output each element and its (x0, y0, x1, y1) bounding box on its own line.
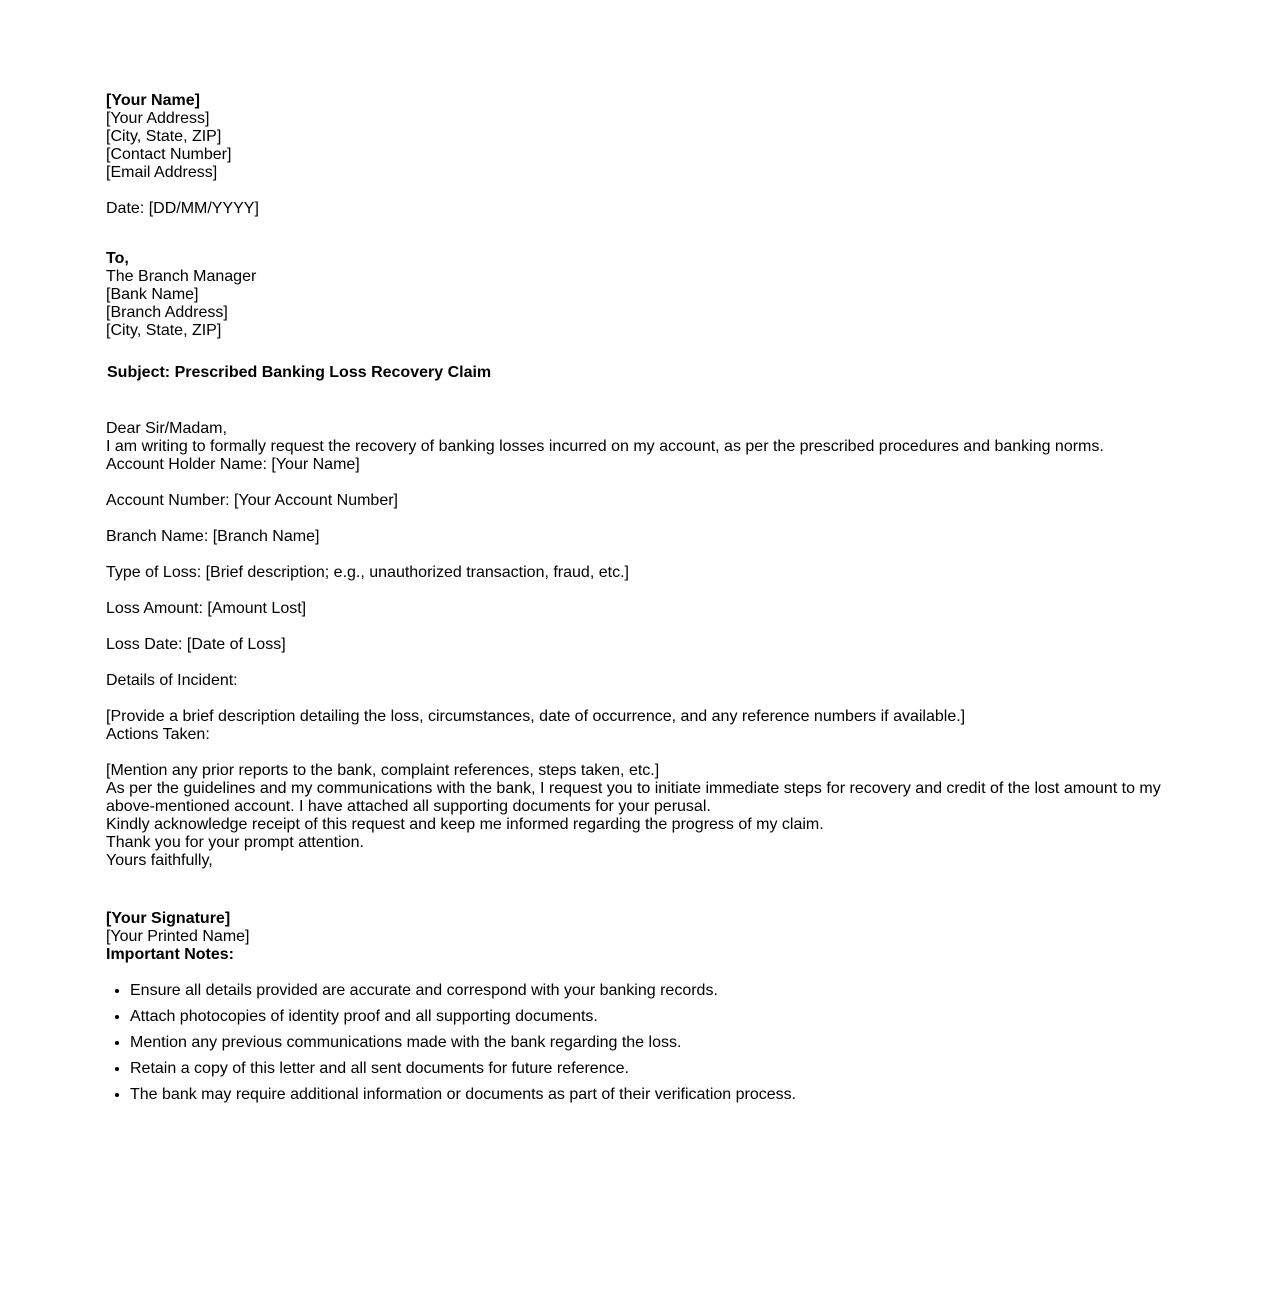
notes-section (106, 946, 1206, 1104)
details-text: [Provide a brief description detailing the loss, circumstances, date of occurrence, and any reference numbers if available.] (106, 708, 966, 725)
printed-name: [Your Printed Name] (106, 928, 250, 945)
sender-block (106, 92, 1206, 182)
note-item: • Retain a copy of this letter and all sent documents for future reference. (130, 1060, 1206, 1078)
signature: [Your Signature] (106, 910, 231, 927)
sender-name: [Your Name] (106, 92, 200, 109)
intro-paragraph: I am writing to formally request the recovery of banking losses incurred on my account, as per the prescribed procedures and banking norms. (106, 438, 1104, 455)
sender-address: [Your Address] (106, 110, 210, 127)
notes-list (106, 982, 1206, 1104)
note-item: • The bank may require additional information or documents as part of their verification process. (130, 1086, 1206, 1104)
actions-label: Actions Taken: (106, 726, 210, 743)
recipient-branch-address: [Branch Address] (106, 304, 228, 321)
request-paragraph: As per the guidelines and my communications with the bank, I request you to initiate immediate steps for recovery and credit of the lost amount to my above-mentioned account. I have attached all supporting documents for your perusal. (106, 780, 1161, 815)
loss-type: Type of Loss: [Brief description; e.g., unauthorized transaction, fraud, etc.] (106, 564, 629, 581)
signature-block (106, 910, 1206, 946)
recipient-block (106, 250, 1206, 340)
sender-contact: [Contact Number] (106, 146, 232, 163)
greeting: Dear Sir/Madam, (106, 420, 227, 437)
letter-subject: Subject: Prescribed Banking Loss Recovery Claim (107, 364, 492, 381)
account-holder-name: Account Holder Name: [Your Name] (106, 456, 360, 473)
thanks-paragraph: Thank you for your prompt attention. (106, 834, 364, 851)
loss-amount: Loss Amount: [Amount Lost] (106, 600, 307, 617)
note-item: • Attach photocopies of identity proof and all supporting documents. (130, 1008, 1206, 1026)
closing: Yours faithfully, (106, 852, 213, 869)
note-item: • Mention any previous communications made with the bank regarding the loss. (130, 1034, 1206, 1052)
note-item: • Ensure all details provided are accurate and correspond with your banking records. (130, 982, 1206, 1000)
acknowledge-paragraph: Kindly acknowledge receipt of this request and keep me informed regarding the progress of my claim. (106, 816, 824, 833)
recipient-title: The Branch Manager (106, 268, 257, 285)
recipient-city-state-zip: [City, State, ZIP] (106, 322, 222, 339)
sender-email: [Email Address] (106, 164, 218, 181)
loss-date: Loss Date: [Date of Loss] (106, 636, 286, 653)
recipient-bank-name: [Bank Name] (106, 286, 199, 303)
actions-text: [Mention any prior reports to the bank, complaint references, steps taken, etc.] (106, 762, 660, 779)
details-label: Details of Incident: (106, 672, 238, 689)
branch-name: Branch Name: [Branch Name] (106, 528, 320, 545)
notes-heading: Important Notes: (106, 946, 234, 963)
letter-body (106, 420, 1206, 870)
letter (106, 92, 1206, 1112)
recipient-to: To, (106, 250, 129, 267)
account-number: Account Number: [Your Account Number] (106, 492, 398, 509)
letter-date: Date: [DD/MM/YYYY] (106, 200, 259, 217)
sender-city-state-zip: [City, State, ZIP] (106, 128, 222, 145)
